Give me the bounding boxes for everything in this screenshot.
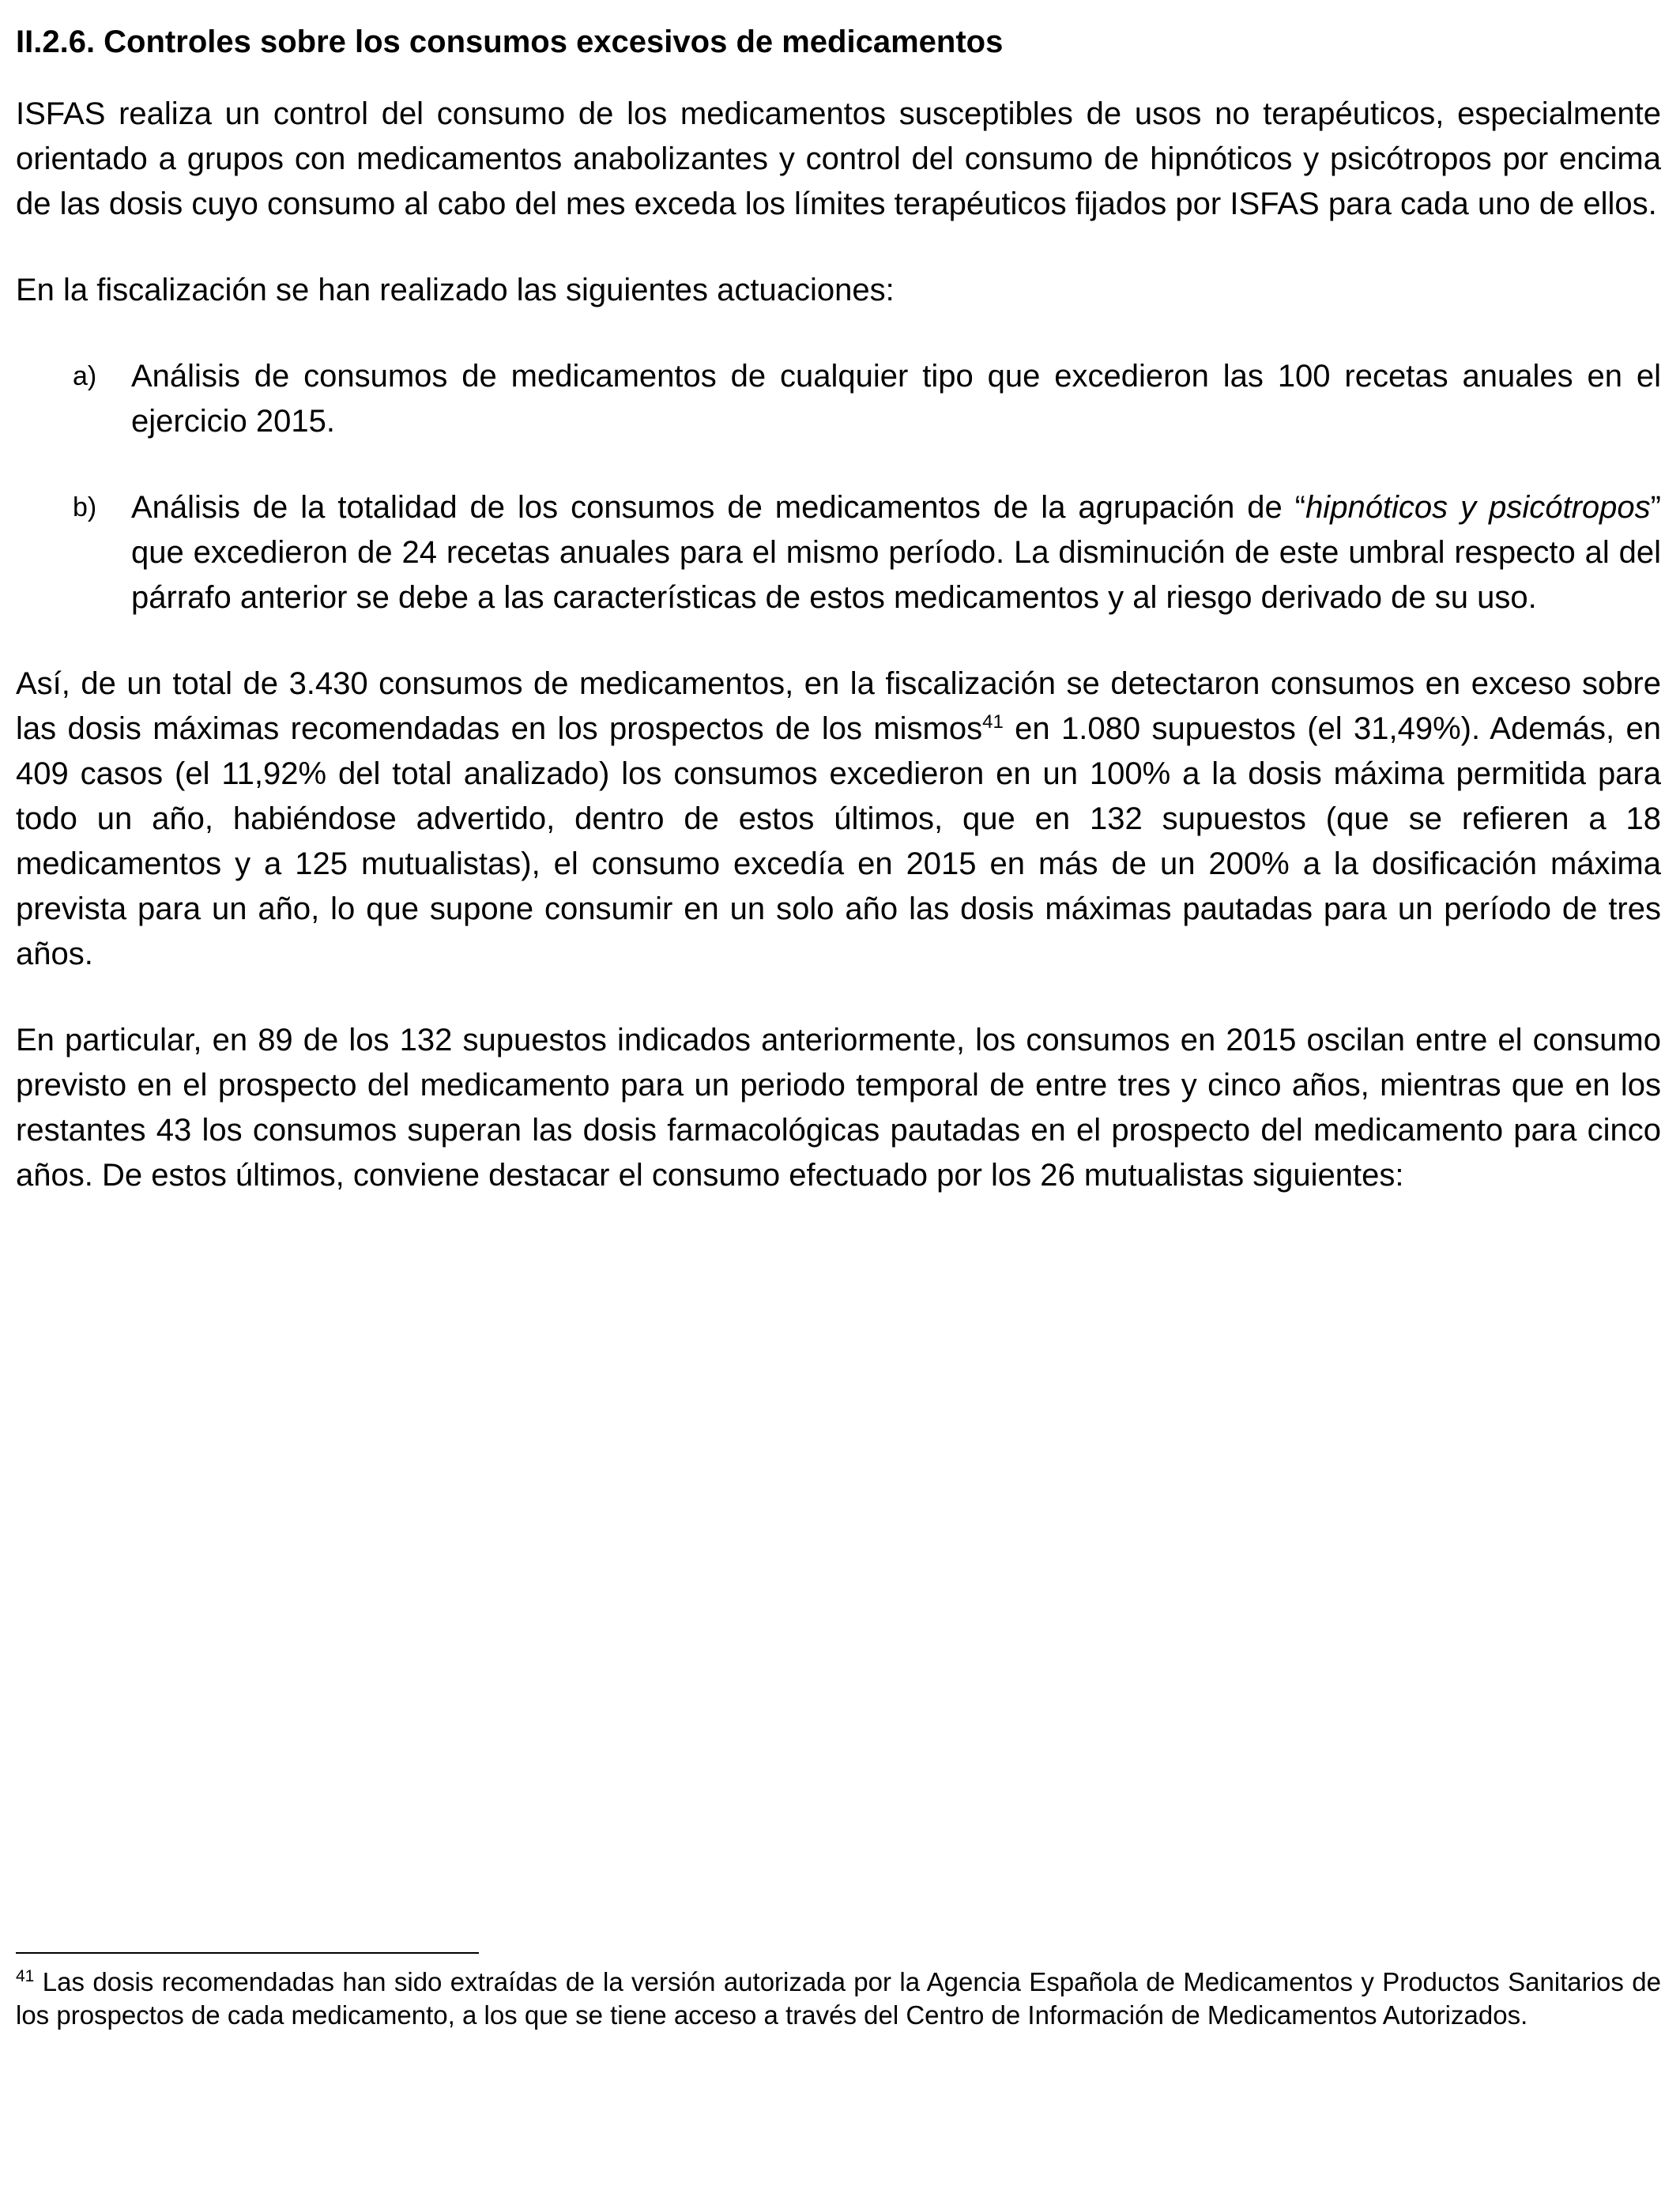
- list-item-b-italic-term: hipnóticos y psicótropos: [1305, 490, 1651, 525]
- list-item-b-text-end: ” que excedieron de 24 recetas anuales para el mismo período. La disminución de este umbral respecto al del párrafo anterior se debe a las características de estos medicamentos y al riesgo derivado de su uso.: [131, 490, 1661, 615]
- list-item-a-label: a): [73, 361, 97, 391]
- paragraph-particular-cases: En particular, en 89 de los 132 supuestos indicados anteriormente, los consumos en 2015 oscilan entre el consumo previsto en el prospecto del medicamento para un periodo temporal de entre tres y cinco años, mientras que en los restantes 43 los consumos superan las dosis farmacológicas pautadas en el prospecto del medicamento para cinco años. De estos últimos, conviene destacar el consumo efectuado por los 26 mutualistas siguientes:: [16, 1023, 1661, 1193]
- section-title: II.2.6. Controles sobre los consumos excesivos de medicamentos: [16, 25, 1004, 59]
- list-item-b-text: [131, 485, 1661, 620]
- paragraph-actuaciones-intro: En la fiscalización se han realizado las siguientes actuaciones:: [16, 273, 895, 307]
- footnote-text: Las dosis recomendadas han sido extraídas de la versión autorizada por la Agencia Española de Medicamentos y Productos Sanitarios de los prospectos de cada medicamento, a los que se tiene acceso a través del Centro de Información de Medicamentos Autorizados.: [16, 1967, 1661, 2030]
- list-item-b: [16, 485, 1661, 620]
- list-item-a-text: Análisis de consumos de medicamentos de cualquier tipo que excedieron las 100 recetas anuales en el ejercicio 2015.: [131, 359, 1661, 439]
- footnote-reference[interactable]: 41: [982, 711, 1004, 733]
- document-body: [16, 22, 1661, 1239]
- footnote-number: 41: [16, 1967, 35, 1985]
- paragraph-isfas-control: ISFAS realiza un control del consumo de los medicamentos susceptibles de usos no terapéuticos, especialmente orientado a grupos con medicamentos anabolizantes y control del consumo de hipnóticos y psicótropos por encima de las dosis cuyo consumo al cabo del mes exceda los límites terapéuticos fijados por ISFAS para cada uno de ellos.: [16, 96, 1661, 221]
- paragraph-consumption-results: [16, 662, 1661, 977]
- paragraph-consumption-results-start: Así, de un total de 3.430 consumos de medicamentos, en la fiscalización se detectaron consumos en exceso sobre las dosis máximas recomendadas en los prospectos de los mismos: [16, 666, 1661, 746]
- footnote-separator: [16, 1952, 479, 1954]
- paragraph-consumption-results-end: en 1.080 supuestos (el 31,49%). Además, en 409 casos (el 11,92% del total analizado) los consumos excedieron en un 100% a la dosis máxima permitida para todo un año, habiéndose advertido, dentro de estos últimos, que en 132 supuestos (que se refieren a 18 medicamentos y a 125 mutualistas), el consumo excedía en 2015 en más de un 200% a la dosificación máxima prevista para un año, lo que supone consumir en un solo año las dosis máximas pautadas para un período de tres años.: [16, 711, 1661, 971]
- list-item-b-text-start: Análisis de la totalidad de los consumos de medicamentos de la agrupación de “: [131, 490, 1306, 525]
- list-item-b-label: b): [73, 492, 97, 522]
- list-item-a: [16, 354, 1661, 444]
- footnote: [16, 1966, 1661, 2032]
